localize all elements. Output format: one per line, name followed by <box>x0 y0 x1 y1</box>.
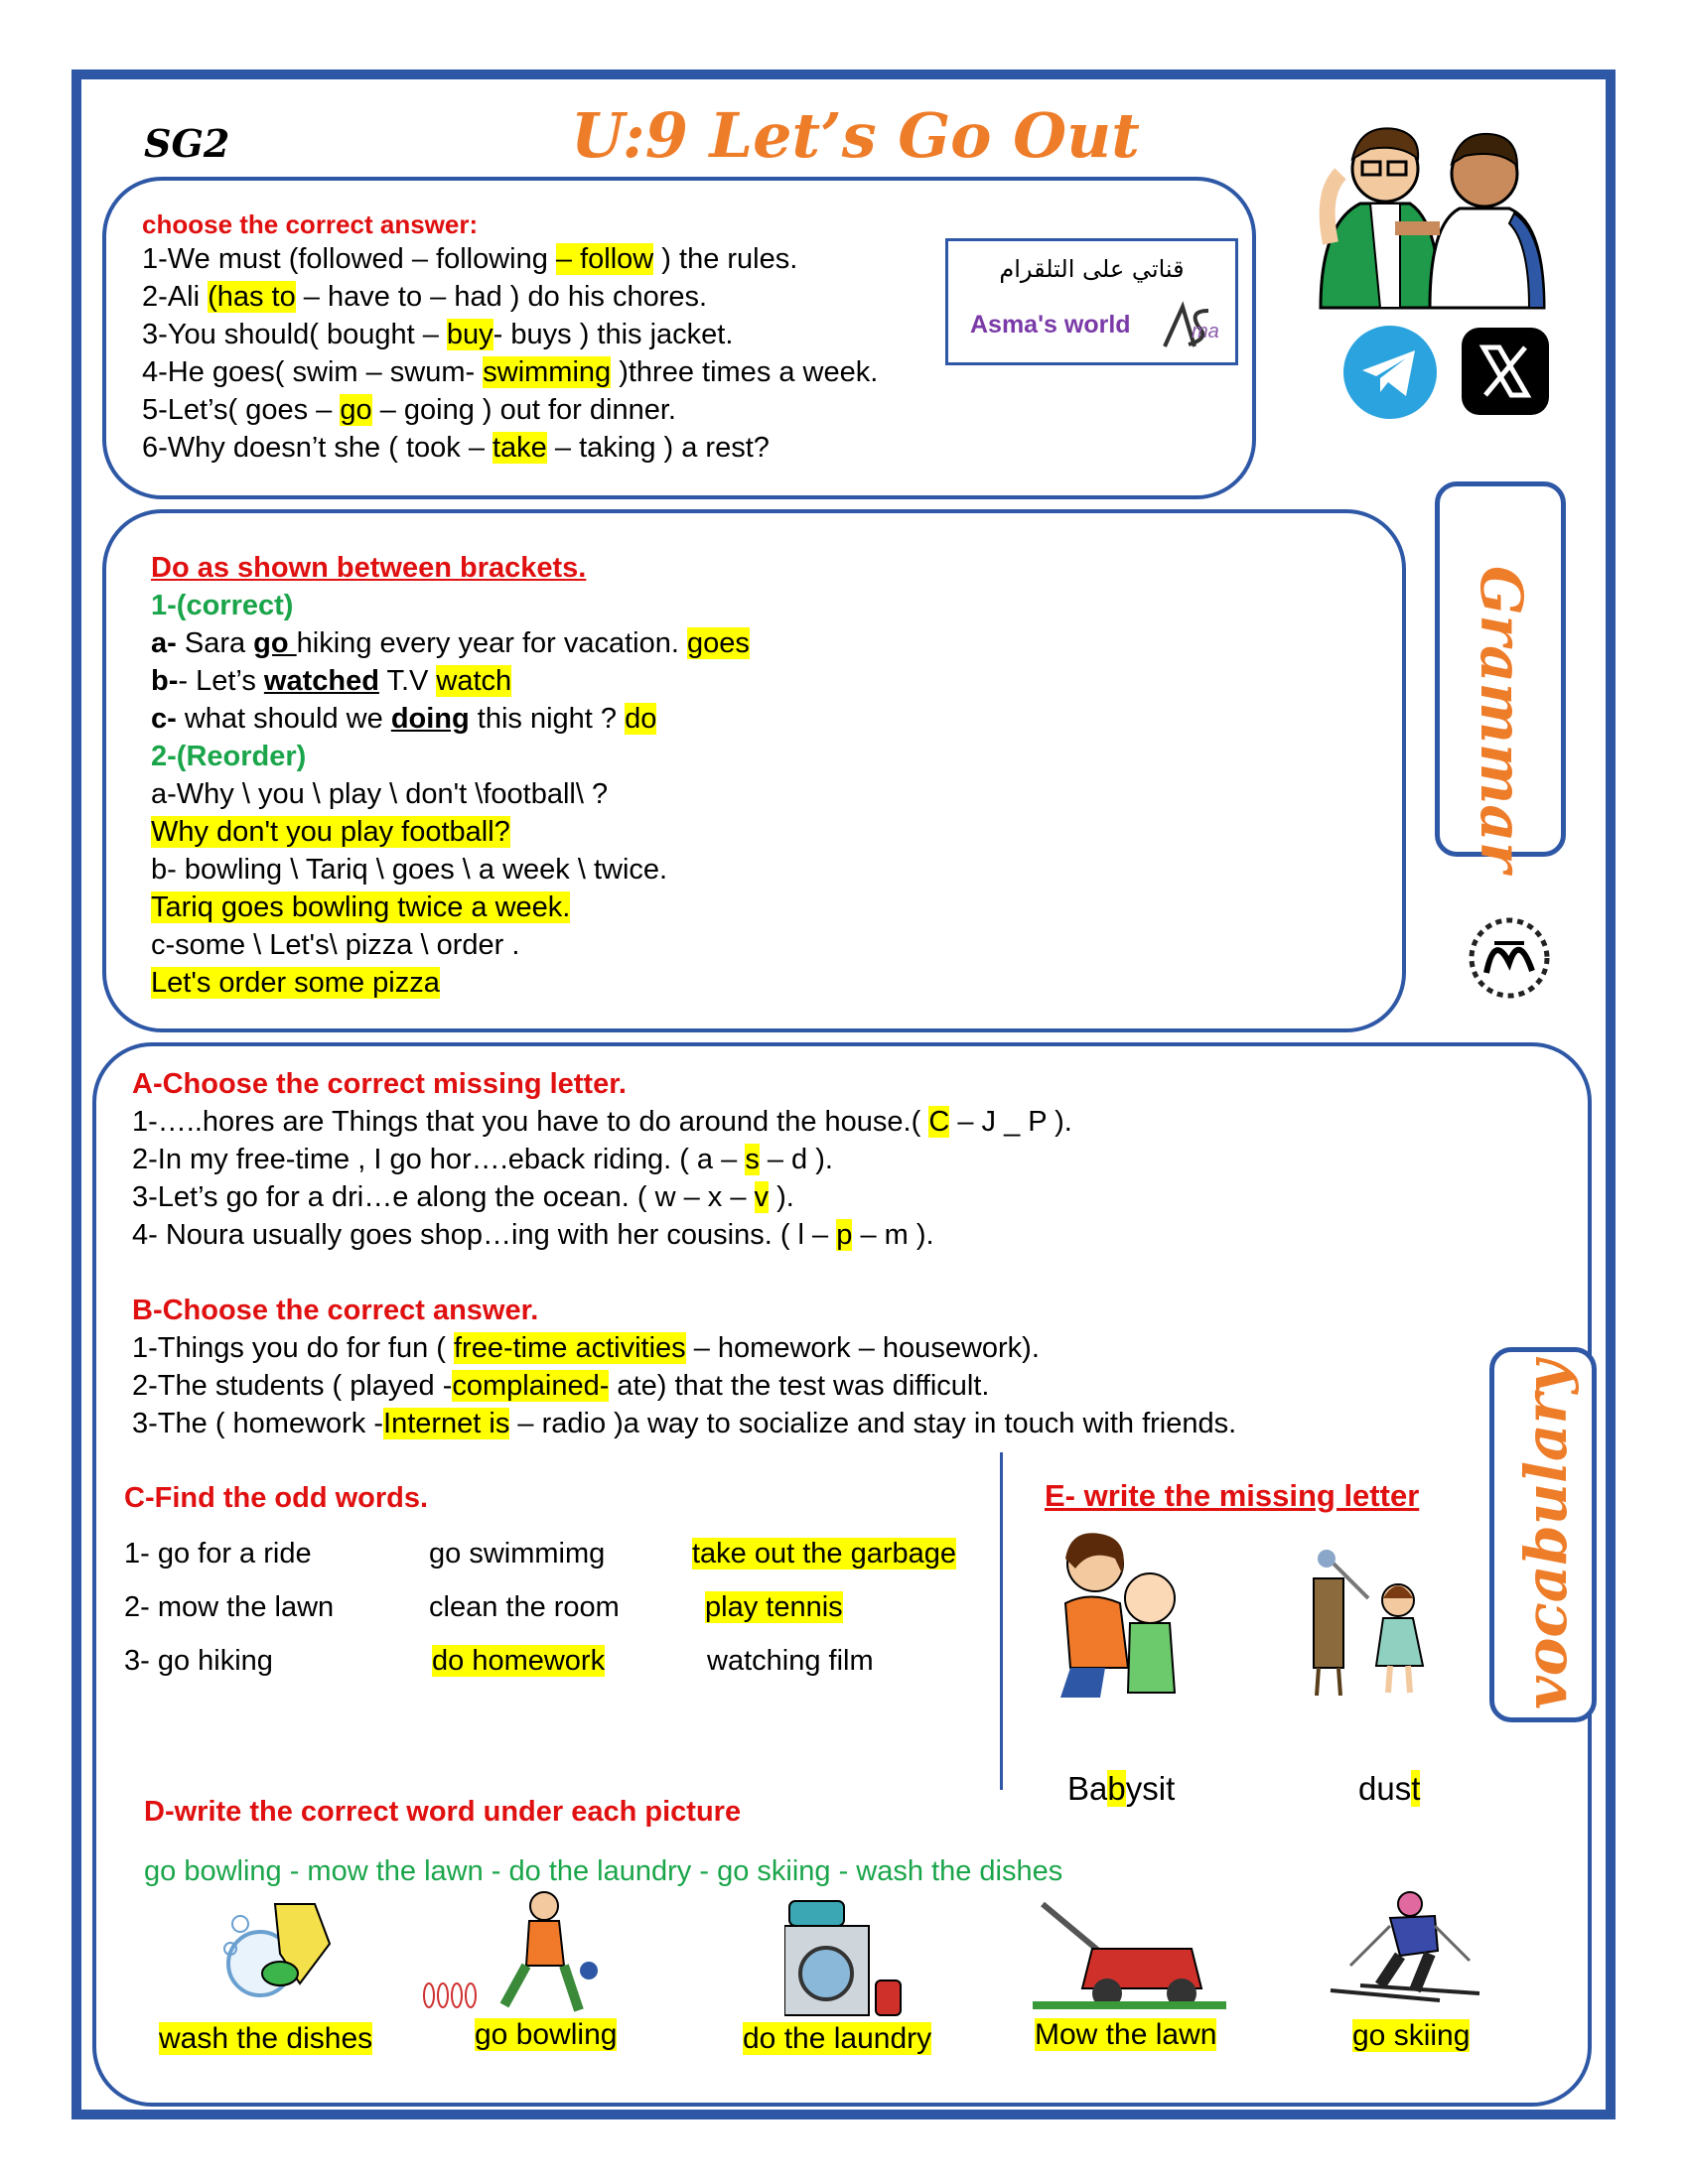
sectionB-item: 2-The students ( played -complained- ate) that the test was difficult. <box>132 1370 990 1402</box>
x-logo-icon[interactable] <box>1460 326 1551 417</box>
section2-heading: Do as shown between brackets. <box>151 552 587 584</box>
sectionD-heading: D-write the correct word under each picture <box>144 1796 742 1828</box>
sectionE-heading: E- write the missing letter <box>1045 1478 1420 1513</box>
missing-letter-word: Babysit <box>1067 1770 1176 1807</box>
missing-letter-word: dust <box>1358 1770 1421 1807</box>
go-bowling-illustration <box>415 1886 614 2015</box>
odd-word: watching film <box>707 1645 874 1677</box>
picture-answer: wash the dishes <box>159 2022 373 2055</box>
channel-arabic-text: قناتي على التلقرام <box>999 255 1185 283</box>
channel-name: Asma's world <box>970 311 1131 339</box>
odd-word: 1- go for a ride <box>124 1538 312 1570</box>
section-divider <box>1000 1452 1003 1790</box>
picture-answer: do the laundry <box>743 2022 932 2055</box>
reorder-question: a-Why \ you \ play \ don't \football\ ? <box>151 778 609 810</box>
reorder-heading: 2-(Reorder) <box>151 741 307 772</box>
sectionC-heading: C-Find the odd words. <box>124 1482 429 1514</box>
picture-answer: go skiing <box>1352 2019 1471 2052</box>
page-title: U:9 Let’s Go Out <box>571 99 1140 172</box>
reorder-answer: Why don't you play football? <box>151 816 510 848</box>
reorder-answer: Tariq goes bowling twice a week. <box>151 891 571 923</box>
odd-word: 2- mow the lawn <box>124 1591 335 1623</box>
channel-logo-letters: ma <box>1192 321 1219 342</box>
vocabulary-side-label: vocabulary <box>1512 1360 1580 1709</box>
correct-heading: 1-(correct) <box>151 590 294 621</box>
sectionA-item: 1-…..hores are Things that you have to do around the house.( C – J _ P ). <box>132 1106 1072 1138</box>
sectionA-item: 3-Let’s go for a dri…e along the ocean. ( w – x – v ). <box>132 1181 794 1213</box>
wash-dishes-illustration <box>220 1894 350 2013</box>
telegram-icon[interactable] <box>1340 323 1440 422</box>
reorder-answer: Let's order some pizza <box>151 967 440 999</box>
laundry-illustration <box>784 1896 914 2020</box>
reorder-question: c-some \ Let's\ pizza \ order . <box>151 929 520 961</box>
odd-word: clean the room <box>429 1591 620 1623</box>
picture-answer: go bowling <box>475 2018 618 2051</box>
mow-lawn-illustration <box>1033 1894 1226 2013</box>
dust-illustration <box>1309 1549 1438 1698</box>
sectionA-item: 2-In my free-time , I go hor….eback riding. ( a – s – d ). <box>132 1144 833 1175</box>
telegram-channel-card[interactable] <box>945 238 1238 365</box>
sectionB-heading: B-Choose the correct answer. <box>132 1295 539 1326</box>
vocabulary-side-tab <box>1489 1347 1597 1722</box>
sectionB-item: 1-Things you do for fun ( free-time activities – homework – housework). <box>132 1332 1040 1364</box>
grammar-side-tab <box>1435 481 1566 873</box>
sg-label: SG2 <box>144 121 230 166</box>
grammar-side-label: Grammar <box>1468 566 1535 873</box>
section1-item: 4-He goes( swim – swum- swimming )three times a week. <box>142 356 879 388</box>
section1-item: 5-Let’s( goes – go – going ) out for dinner. <box>142 394 676 426</box>
correct-item: a- Sara go hiking every year for vacation. goes <box>151 627 750 659</box>
reorder-question: b- bowling \ Tariq \ goes \ a week \ twice. <box>151 854 668 886</box>
section1-heading: choose the correct answer: <box>142 209 479 239</box>
section1-item: 1-We must (followed – following – follow ) the rules. <box>142 243 798 275</box>
sectionB-item: 3-The ( homework -Internet is – radio )a way to socialize and stay in touch with friends. <box>132 1408 1237 1439</box>
section1-item: 2-Ali (has to – have to – had ) do his chores. <box>142 281 708 313</box>
odd-word-answer: play tennis <box>705 1591 843 1623</box>
picture-answer: Mow the lawn <box>1035 2018 1217 2051</box>
odd-word-answer: take out the garbage <box>692 1538 957 1570</box>
correct-item: b-- Let’s watched T.V watch <box>151 665 512 697</box>
section1-item: 3-You should( bought – buy- buys ) this jacket. <box>142 319 734 350</box>
word-bank: go bowling - mow the lawn - do the laundry - go skiing - wash the dishes <box>144 1855 1063 1887</box>
boys-illustration <box>1301 104 1559 313</box>
odd-word: go swimmimg <box>429 1538 606 1570</box>
odd-word-answer: do homework <box>432 1645 606 1677</box>
correct-item: c- what should we doing this night ? do <box>151 703 657 735</box>
sectionA-item: 4- Noura usually goes shop…ing with her cousins. ( l – p – m ). <box>132 1219 934 1251</box>
section1-item: 6-Why doesn’t she ( took – take – taking ) a rest? <box>142 432 770 464</box>
sectionA-heading: A-Choose the correct missing letter. <box>132 1068 627 1100</box>
odd-word: 3- go hiking <box>124 1645 273 1677</box>
babysit-illustration <box>1051 1529 1190 1703</box>
go-skiing-illustration <box>1321 1886 1489 2015</box>
calligraphy-emblem-icon <box>1465 913 1554 1003</box>
